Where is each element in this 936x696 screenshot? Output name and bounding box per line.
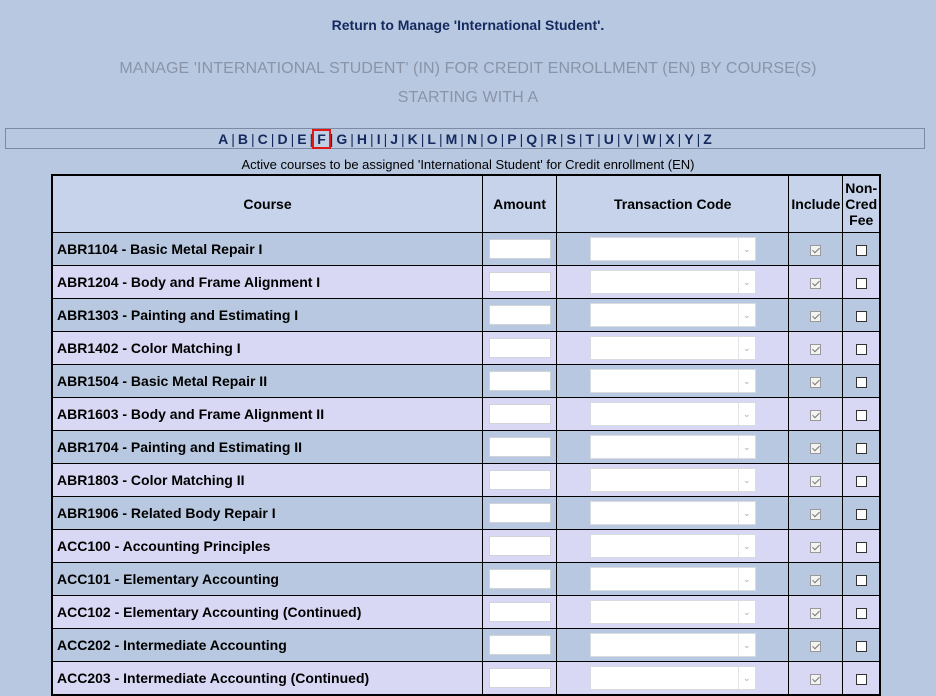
- noncred-fee-checkbox[interactable]: [856, 575, 867, 586]
- course-name: ABR1303 - Painting and Estimating I: [52, 299, 483, 332]
- amount-input[interactable]: [489, 470, 551, 490]
- table-row: [52, 629, 880, 662]
- include-cell: [789, 233, 843, 266]
- column-header-course: Course: [52, 175, 483, 233]
- noncred-fee-cell: [843, 233, 880, 266]
- noncred-fee-cell: [843, 497, 880, 530]
- alpha-separator: |: [370, 130, 374, 147]
- chevron-down-icon: ⌄: [738, 436, 755, 458]
- include-cell: [789, 332, 843, 365]
- transaction-code-cell: [557, 332, 789, 365]
- alpha-separator: |: [309, 130, 314, 147]
- include-checkbox[interactable]: [810, 509, 821, 520]
- include-cell: [789, 266, 843, 299]
- noncred-fee-cell: [843, 563, 880, 596]
- alpha-link-p[interactable]: P: [507, 130, 517, 147]
- alpha-separator: |: [420, 130, 425, 147]
- table-row: [52, 299, 880, 332]
- amount-input[interactable]: [489, 272, 551, 292]
- include-checkbox[interactable]: [810, 443, 821, 454]
- alpha-separator: |: [290, 130, 295, 147]
- course-name: ABR1402 - Color Matching I: [52, 332, 483, 365]
- table-row: [52, 662, 880, 696]
- column-header-include: Include: [789, 175, 843, 233]
- noncred-fee-cell: [843, 662, 880, 696]
- noncred-fee-cell: [843, 530, 880, 563]
- include-cell: [789, 431, 843, 464]
- table-row: [52, 596, 880, 629]
- transaction-code-select[interactable]: [590, 501, 756, 525]
- noncred-fee-checkbox[interactable]: [856, 608, 867, 619]
- chevron-down-icon: ⌄: [738, 469, 755, 491]
- noncred-fee-cell: [843, 299, 880, 332]
- table-row: [52, 365, 880, 398]
- include-cell: [789, 596, 843, 629]
- transaction-code-select[interactable]: [590, 666, 756, 690]
- alpha-separator: |: [540, 130, 544, 147]
- alpha-link-k[interactable]: K: [407, 130, 418, 147]
- amount-cell: [483, 398, 557, 431]
- alpha-link-y[interactable]: Y: [684, 130, 694, 147]
- include-checkbox[interactable]: [810, 476, 821, 487]
- course-name: ABR1906 - Related Body Repair I: [52, 497, 483, 530]
- include-cell: [789, 464, 843, 497]
- course-name: ACC101 - Elementary Accounting: [52, 563, 483, 596]
- noncred-fee-cell: [843, 464, 880, 497]
- alpha-separator: |: [597, 130, 601, 147]
- alpha-separator: |: [383, 130, 388, 147]
- include-checkbox[interactable]: [810, 608, 821, 619]
- course-name: ABR1603 - Body and Frame Alignment II: [52, 398, 483, 431]
- course-name: ABR1803 - Color Matching II: [52, 464, 483, 497]
- amount-cell: [483, 464, 557, 497]
- amount-input[interactable]: [489, 404, 551, 424]
- include-cell: [789, 629, 843, 662]
- alpha-separator: |: [519, 130, 524, 147]
- alpha-link-s[interactable]: S: [566, 130, 576, 147]
- noncred-fee-cell: [843, 596, 880, 629]
- transaction-code-select[interactable]: [590, 270, 756, 294]
- chevron-down-icon: ⌄: [738, 568, 755, 590]
- alpha-link-w[interactable]: W: [642, 130, 656, 147]
- amount-input[interactable]: [489, 371, 551, 391]
- alpha-link-o[interactable]: O: [486, 130, 498, 147]
- transaction-code-cell: [557, 497, 789, 530]
- alpha-separator: |: [460, 130, 464, 147]
- noncred-fee-cell: [843, 398, 880, 431]
- transaction-code-cell: [557, 464, 789, 497]
- include-checkbox[interactable]: [810, 278, 821, 289]
- alphabet-filter-bar: [5, 128, 925, 149]
- noncred-header-line1: Non-: [845, 180, 878, 196]
- transaction-code-cell: [557, 365, 789, 398]
- amount-cell: [483, 530, 557, 563]
- noncred-fee-checkbox[interactable]: [856, 674, 867, 685]
- transaction-code-select[interactable]: [590, 600, 756, 624]
- amount-cell: [483, 431, 557, 464]
- alpha-separator: |: [401, 130, 405, 147]
- amount-input[interactable]: [489, 602, 551, 622]
- chevron-down-icon: ⌄: [738, 403, 755, 425]
- transaction-code-cell: [557, 398, 789, 431]
- alpha-separator: |: [231, 130, 235, 147]
- chevron-down-icon: ⌄: [738, 535, 755, 557]
- alpha-separator: |: [616, 130, 621, 147]
- alpha-link-c[interactable]: C: [257, 130, 268, 147]
- amount-cell: [483, 596, 557, 629]
- chevron-down-icon: ⌄: [738, 271, 755, 293]
- include-checkbox[interactable]: [810, 410, 821, 421]
- table-row: [52, 332, 880, 365]
- alpha-link-e[interactable]: E: [297, 130, 307, 147]
- chevron-down-icon: ⌄: [738, 601, 755, 623]
- course-name: ABR1504 - Basic Metal Repair II: [52, 365, 483, 398]
- table-row: [52, 464, 880, 497]
- alpha-link-i[interactable]: I: [376, 130, 381, 147]
- return-link[interactable]: Return to Manage 'International Student'.: [331, 17, 605, 33]
- alpha-link-g[interactable]: G: [336, 130, 348, 147]
- page-title: MANAGE 'INTERNATIONAL STUDENT' (IN) FOR CREDIT ENROLLMENT (EN) BY COURSE(S): [119, 60, 817, 77]
- chevron-down-icon: ⌄: [738, 337, 755, 359]
- table-row: [52, 266, 880, 299]
- column-header-amount: Amount: [483, 175, 557, 233]
- transaction-code-select[interactable]: [590, 567, 756, 591]
- include-checkbox[interactable]: [810, 542, 821, 553]
- table-row: [52, 431, 880, 464]
- chevron-down-icon: ⌄: [738, 370, 755, 392]
- amount-cell: [483, 563, 557, 596]
- transaction-code-select[interactable]: [590, 435, 756, 459]
- include-cell: [789, 365, 843, 398]
- alpha-link-b[interactable]: B: [237, 130, 249, 147]
- course-name: ACC203 - Intermediate Accounting (Continued): [52, 662, 483, 696]
- alpha-separator: |: [658, 130, 663, 147]
- table-row: [52, 233, 880, 266]
- noncred-fee-cell: [843, 365, 880, 398]
- amount-cell: [483, 365, 557, 398]
- alpha-separator: |: [251, 130, 255, 147]
- transaction-code-select[interactable]: [590, 237, 756, 261]
- transaction-code-cell: [557, 431, 789, 464]
- noncred-fee-checkbox[interactable]: [856, 476, 867, 487]
- noncred-fee-checkbox[interactable]: [856, 641, 867, 652]
- transaction-code-select[interactable]: [590, 402, 756, 426]
- noncred-fee-checkbox[interactable]: [856, 344, 867, 355]
- transaction-code-select[interactable]: [590, 303, 756, 327]
- amount-input[interactable]: [489, 305, 551, 325]
- table-header-row: [52, 175, 880, 233]
- include-checkbox[interactable]: [810, 311, 821, 322]
- amount-input[interactable]: [489, 536, 551, 556]
- alpha-separator: |: [480, 130, 484, 147]
- include-cell: [789, 530, 843, 563]
- include-cell: [789, 497, 843, 530]
- noncred-fee-checkbox[interactable]: [856, 377, 867, 388]
- transaction-code-cell: [557, 299, 789, 332]
- transaction-code-cell: [557, 266, 789, 299]
- noncred-fee-checkbox[interactable]: [856, 509, 867, 520]
- transaction-code-cell: [557, 662, 789, 696]
- include-checkbox[interactable]: [810, 674, 821, 685]
- transaction-code-select[interactable]: [590, 468, 756, 492]
- chevron-down-icon: ⌄: [738, 667, 755, 689]
- transaction-code-select[interactable]: [590, 534, 756, 558]
- noncred-fee-checkbox[interactable]: [856, 443, 867, 454]
- alpha-link-h[interactable]: H: [356, 130, 368, 147]
- alpha-link-r[interactable]: R: [546, 130, 557, 147]
- include-cell: [789, 398, 843, 431]
- noncred-fee-cell: [843, 266, 880, 299]
- noncred-fee-checkbox[interactable]: [856, 245, 867, 256]
- alpha-link-n[interactable]: N: [466, 130, 478, 147]
- amount-input[interactable]: [489, 569, 551, 589]
- alpha-link-t[interactable]: T: [585, 130, 595, 147]
- transaction-code-select[interactable]: [590, 369, 756, 393]
- amount-input[interactable]: [489, 437, 551, 457]
- amount-cell: [483, 233, 557, 266]
- table-row: [52, 497, 880, 530]
- alpha-link-l[interactable]: L: [427, 130, 436, 147]
- noncred-header-line3: Fee: [849, 212, 874, 228]
- noncred-fee-checkbox[interactable]: [856, 542, 867, 553]
- amount-cell: [483, 332, 557, 365]
- chevron-down-icon: ⌄: [738, 304, 755, 326]
- alpha-separator: |: [350, 130, 354, 147]
- alpha-link-a[interactable]: A: [218, 130, 229, 147]
- transaction-code-select[interactable]: [590, 336, 756, 360]
- include-checkbox[interactable]: [810, 245, 821, 256]
- table-caption: Active courses to be assigned 'International Student' for Credit enrollment (EN): [241, 157, 695, 172]
- alpha-separator: |: [677, 130, 682, 147]
- alpha-separator: |: [438, 130, 443, 147]
- include-cell: [789, 563, 843, 596]
- alpha-link-d[interactable]: D: [277, 130, 288, 147]
- alpha-link-v[interactable]: V: [623, 130, 633, 147]
- include-checkbox[interactable]: [810, 641, 821, 652]
- noncred-fee-checkbox[interactable]: [856, 410, 867, 421]
- noncred-fee-cell: [843, 332, 880, 365]
- amount-input[interactable]: [489, 635, 551, 655]
- include-checkbox[interactable]: [810, 344, 821, 355]
- alpha-separator: |: [559, 130, 564, 147]
- transaction-code-cell: [557, 629, 789, 662]
- chevron-down-icon: ⌄: [738, 238, 755, 260]
- amount-cell: [483, 629, 557, 662]
- page-subtitle: STARTING WITH A: [397, 89, 539, 106]
- course-name: ABR1204 - Body and Frame Alignment I: [52, 266, 483, 299]
- include-checkbox[interactable]: [810, 575, 821, 586]
- chevron-down-icon: ⌄: [738, 634, 755, 656]
- course-name: ACC202 - Intermediate Accounting: [52, 629, 483, 662]
- noncred-fee-cell: [843, 431, 880, 464]
- amount-input[interactable]: [489, 338, 551, 358]
- table-row: [52, 563, 880, 596]
- noncred-fee-checkbox[interactable]: [856, 278, 867, 289]
- alpha-separator: |: [578, 130, 583, 147]
- transaction-code-cell: [557, 233, 789, 266]
- table-row: [52, 530, 880, 563]
- transaction-code-select[interactable]: [590, 633, 756, 657]
- amount-input[interactable]: [489, 503, 551, 523]
- alpha-link-m[interactable]: M: [445, 130, 458, 147]
- noncred-fee-cell: [843, 629, 880, 662]
- course-name: ACC102 - Elementary Accounting (Continued): [52, 596, 483, 629]
- alpha-link-u[interactable]: U: [603, 130, 614, 147]
- alpha-separator: |: [270, 130, 275, 147]
- transaction-code-cell: [557, 530, 789, 563]
- include-cell: [789, 299, 843, 332]
- course-name: ABR1704 - Painting and Estimating II: [52, 431, 483, 464]
- chevron-down-icon: ⌄: [738, 502, 755, 524]
- alpha-separator: |: [329, 130, 334, 147]
- transaction-code-cell: [557, 596, 789, 629]
- alpha-separator: |: [500, 130, 505, 147]
- alpha-link-q[interactable]: Q: [526, 130, 538, 147]
- courses-table: [51, 174, 881, 696]
- table-row: [52, 398, 880, 431]
- course-name: ACC100 - Accounting Principles: [52, 530, 483, 563]
- amount-cell: [483, 497, 557, 530]
- transaction-code-cell: [557, 563, 789, 596]
- include-checkbox[interactable]: [810, 377, 821, 388]
- course-name: ABR1104 - Basic Metal Repair I: [52, 233, 483, 266]
- alpha-link-x[interactable]: X: [665, 130, 675, 147]
- alpha-link-z[interactable]: Z: [703, 130, 712, 147]
- amount-input[interactable]: [489, 668, 551, 688]
- noncred-header-line2: Cred: [845, 196, 878, 212]
- alpha-separator: |: [696, 130, 701, 147]
- noncred-fee-checkbox[interactable]: [856, 311, 867, 322]
- amount-cell: [483, 299, 557, 332]
- amount-input[interactable]: [489, 239, 551, 259]
- alpha-link-j[interactable]: J: [390, 130, 399, 147]
- amount-cell: [483, 662, 557, 696]
- alpha-separator: |: [635, 130, 640, 147]
- alpha-link-f[interactable]: F: [314, 131, 329, 147]
- column-header-transaction-code: Transaction Code: [557, 175, 789, 233]
- amount-cell: [483, 266, 557, 299]
- include-cell: [789, 662, 843, 696]
- column-header-noncred-fee: [843, 175, 880, 233]
